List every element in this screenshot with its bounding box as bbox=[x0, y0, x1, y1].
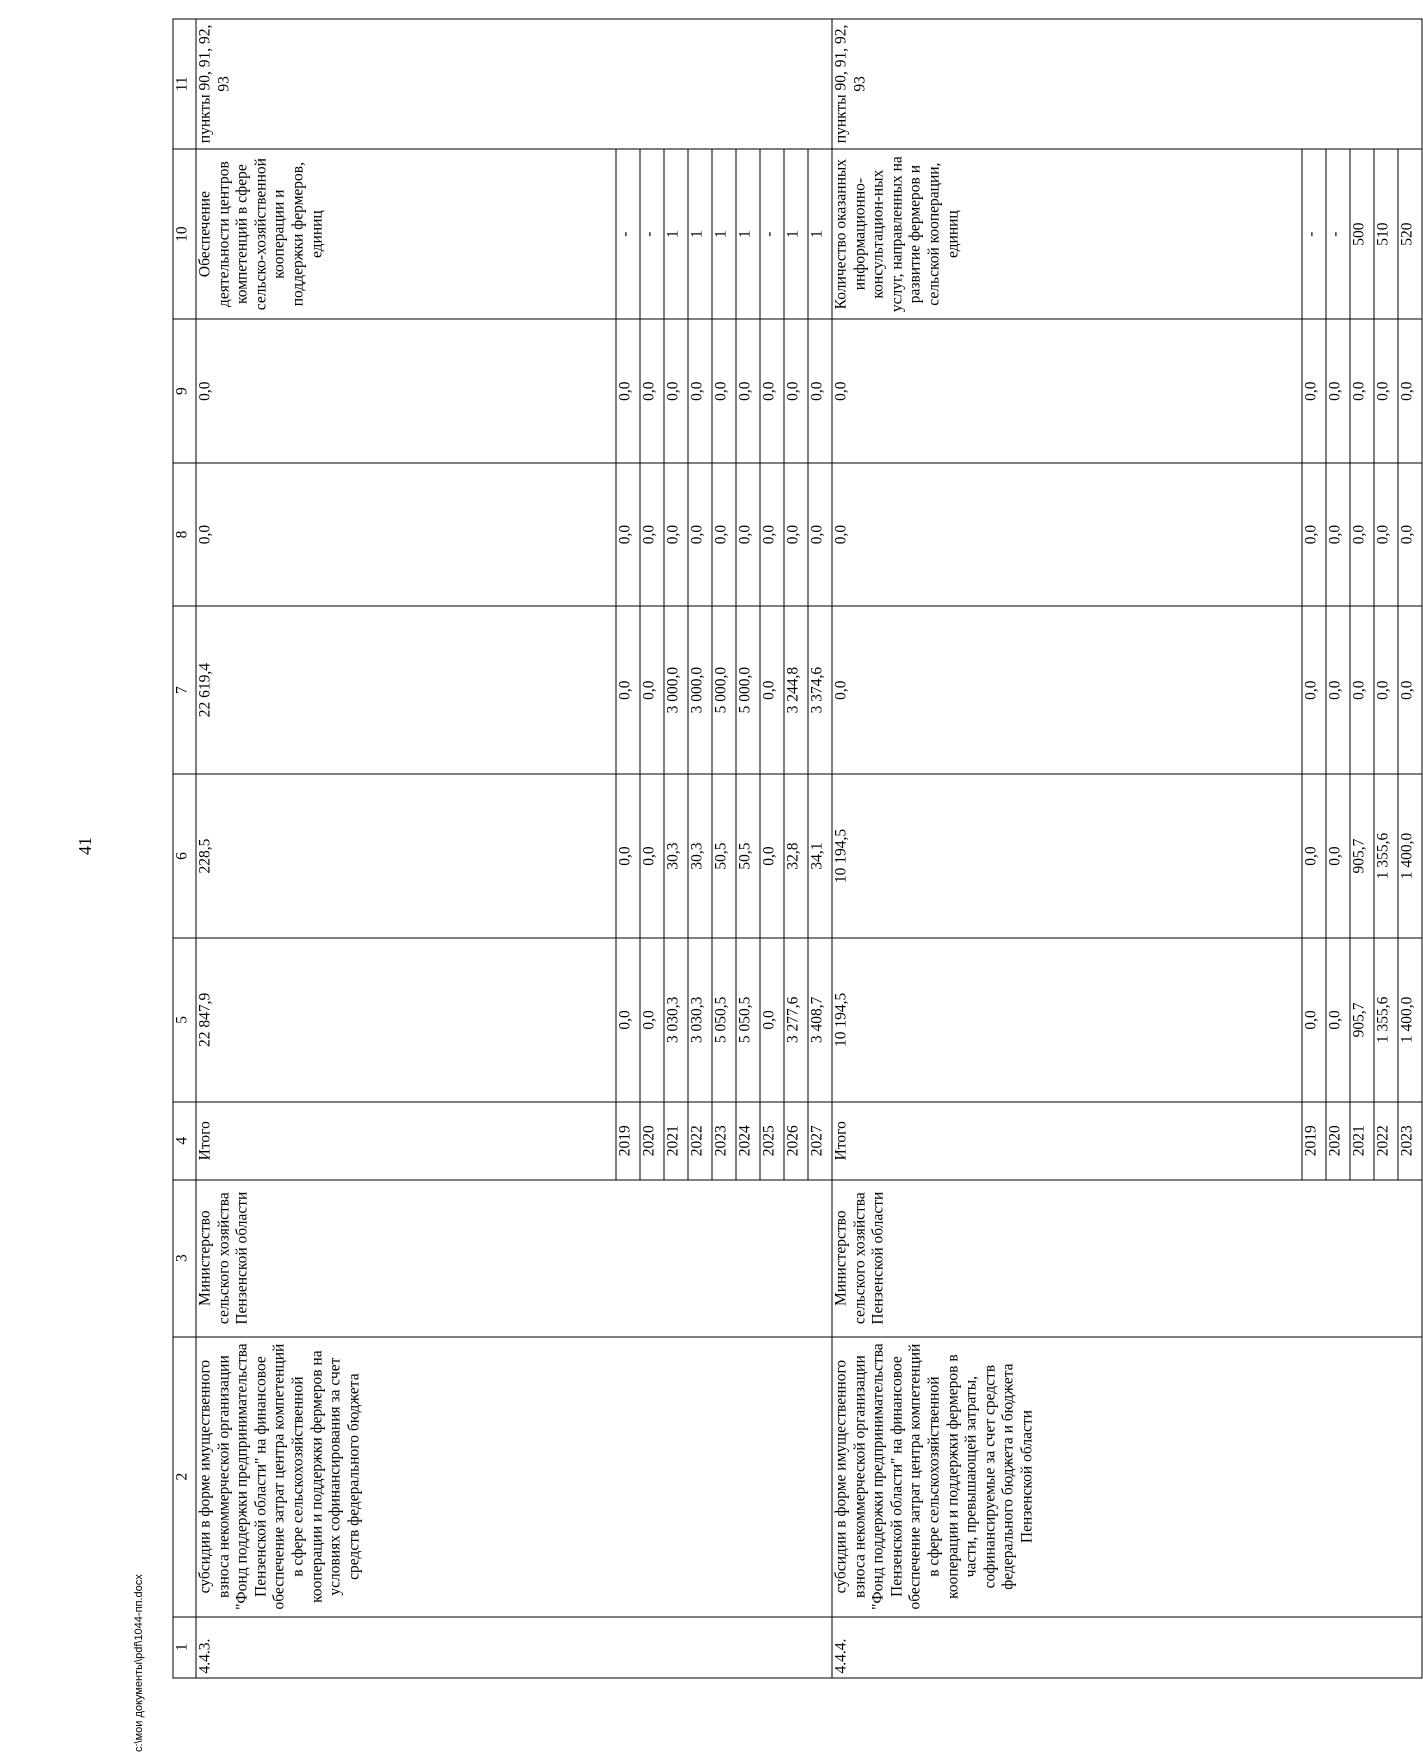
indicator-value-cell: 1 bbox=[688, 148, 712, 319]
value-cell: 0,0 bbox=[1302, 319, 1326, 462]
value-cell: 0,0 bbox=[808, 462, 832, 605]
value-cell: 0,0 bbox=[664, 462, 688, 605]
header-cell: 4 bbox=[173, 1101, 196, 1179]
value-cell: 0,0 bbox=[1326, 462, 1350, 605]
value-cell: 0,0 bbox=[1398, 606, 1422, 774]
value-cell: 0,0 bbox=[640, 606, 664, 774]
value-cell: 0,0 bbox=[760, 462, 784, 605]
value-cell: 0,0 bbox=[1398, 319, 1422, 462]
indicator-cell: Обеспечение деятельности центров компетенций в сфере сельско-хозяйственной кооперации и поддержки фермеров, единиц bbox=[196, 148, 616, 319]
value-cell: 30,3 bbox=[664, 774, 688, 938]
indicator-value-cell: 1 bbox=[712, 148, 736, 319]
value-cell: 0,0 bbox=[1302, 606, 1326, 774]
value-cell: 0,0 bbox=[616, 937, 640, 1101]
header-cell: 11 bbox=[173, 19, 196, 149]
value-cell: 5 050,5 bbox=[736, 937, 760, 1101]
value-cell: 0,0 bbox=[1398, 462, 1422, 605]
header-row bbox=[173, 19, 196, 1678]
total-value-cell: 10 194,5 bbox=[832, 937, 1302, 1101]
indicator-value-cell: 1 bbox=[664, 148, 688, 319]
value-cell: 1 355,6 bbox=[1374, 774, 1398, 938]
value-cell: 3 277,6 bbox=[784, 937, 808, 1101]
value-cell: 5 050,5 bbox=[712, 937, 736, 1101]
year-cell: 2023 bbox=[712, 1101, 736, 1179]
indicator-value-cell: - bbox=[616, 148, 640, 319]
indicator-value-cell: 1 bbox=[784, 148, 808, 319]
value-cell: 0,0 bbox=[616, 462, 640, 605]
header-cell: 5 bbox=[173, 937, 196, 1101]
year-cell: 2023 bbox=[1398, 1101, 1422, 1179]
program-table bbox=[173, 18, 1423, 1678]
value-cell: 0,0 bbox=[1350, 606, 1374, 774]
indicator-value-cell: - bbox=[760, 148, 784, 319]
header-cell: 1 bbox=[173, 1616, 196, 1677]
value-cell: 0,0 bbox=[1326, 774, 1350, 938]
reference-cell: пункты 90, 91, 92, 93 bbox=[832, 19, 1422, 149]
item-number-cell: 4.4.4. bbox=[832, 1616, 1422, 1677]
value-cell: 0,0 bbox=[616, 774, 640, 938]
table-row bbox=[196, 19, 616, 1678]
value-cell: 3 030,3 bbox=[688, 937, 712, 1101]
header-cell: 7 bbox=[173, 606, 196, 774]
value-cell: 0,0 bbox=[688, 319, 712, 462]
value-cell: 0,0 bbox=[1302, 937, 1326, 1101]
value-cell: 0,0 bbox=[760, 606, 784, 774]
value-cell: 50,5 bbox=[712, 774, 736, 938]
header-cell: 8 bbox=[173, 462, 196, 605]
value-cell: 1 400,0 bbox=[1398, 774, 1422, 938]
header-cell: 3 bbox=[173, 1179, 196, 1336]
header-cell: 10 bbox=[173, 148, 196, 319]
value-cell: 0,0 bbox=[688, 462, 712, 605]
value-cell: 3 408,7 bbox=[808, 937, 832, 1101]
value-cell: 30,3 bbox=[688, 774, 712, 938]
value-cell: 0,0 bbox=[1302, 774, 1326, 938]
indicator-value-cell: 1 bbox=[736, 148, 760, 319]
value-cell: 0,0 bbox=[760, 937, 784, 1101]
total-label-cell: Итого bbox=[196, 1101, 616, 1179]
total-value-cell: 22 847,9 bbox=[196, 937, 616, 1101]
total-value-cell: 0,0 bbox=[832, 606, 1302, 774]
value-cell: 1 400,0 bbox=[1398, 937, 1422, 1101]
value-cell: 0,0 bbox=[1326, 319, 1350, 462]
value-cell: 905,7 bbox=[1350, 937, 1374, 1101]
value-cell: 3 000,0 bbox=[688, 606, 712, 774]
year-cell: 2022 bbox=[688, 1101, 712, 1179]
value-cell: 0,0 bbox=[760, 319, 784, 462]
value-cell: 0,0 bbox=[712, 319, 736, 462]
reference-cell: пункты 90, 91, 92, 93 bbox=[196, 19, 832, 149]
rotated-sheet bbox=[173, 18, 1416, 1678]
value-cell: 0,0 bbox=[736, 462, 760, 605]
total-value-cell: 0,0 bbox=[832, 462, 1302, 605]
value-cell: 0,0 bbox=[1302, 462, 1326, 605]
value-cell: 0,0 bbox=[1374, 606, 1398, 774]
executor-cell: Министерство сельского хозяйства Пензенской области bbox=[196, 1179, 832, 1336]
value-cell: 50,5 bbox=[736, 774, 760, 938]
item-number-cell: 4.4.3. bbox=[196, 1616, 832, 1677]
value-cell: 0,0 bbox=[808, 319, 832, 462]
value-cell: 32,8 bbox=[784, 774, 808, 938]
value-cell: 3 030,3 bbox=[664, 937, 688, 1101]
indicator-value-cell: - bbox=[1326, 148, 1350, 319]
year-cell: 2020 bbox=[1326, 1101, 1350, 1179]
value-cell: 0,0 bbox=[1326, 606, 1350, 774]
value-cell: 3 000,0 bbox=[664, 606, 688, 774]
indicator-value-cell: 1 bbox=[808, 148, 832, 319]
year-cell: 2026 bbox=[784, 1101, 808, 1179]
year-cell: 2022 bbox=[1374, 1101, 1398, 1179]
value-cell: 5 000,0 bbox=[712, 606, 736, 774]
year-cell: 2027 bbox=[808, 1101, 832, 1179]
year-cell: 2019 bbox=[1302, 1101, 1326, 1179]
value-cell: 0,0 bbox=[616, 319, 640, 462]
total-value-cell: 0,0 bbox=[196, 462, 616, 605]
total-value-cell: 0,0 bbox=[832, 319, 1302, 462]
value-cell: 1 355,6 bbox=[1374, 937, 1398, 1101]
executor-cell: Министерство сельского хозяйства Пензенской области bbox=[832, 1179, 1422, 1336]
value-cell: 0,0 bbox=[784, 462, 808, 605]
value-cell: 0,0 bbox=[712, 462, 736, 605]
total-value-cell: 0,0 bbox=[196, 319, 616, 462]
total-value-cell: 228,5 bbox=[196, 774, 616, 938]
year-cell: 2021 bbox=[664, 1101, 688, 1179]
indicator-cell: Количество оказанных информационно-консультацион-ных услуг, направленных на развитие фермеров и сельской кооперации, единиц bbox=[832, 148, 1302, 319]
year-cell: 2021 bbox=[1350, 1101, 1374, 1179]
value-cell: 0,0 bbox=[736, 319, 760, 462]
value-cell: 0,0 bbox=[1374, 462, 1398, 605]
year-cell: 2025 bbox=[760, 1101, 784, 1179]
indicator-value-cell: - bbox=[640, 148, 664, 319]
value-cell: 0,0 bbox=[1326, 937, 1350, 1101]
indicator-value-cell: 510 bbox=[1374, 148, 1398, 319]
value-cell: 34,1 bbox=[808, 774, 832, 938]
header-cell: 2 bbox=[173, 1336, 196, 1616]
total-value-cell: 10 194,5 bbox=[832, 774, 1302, 938]
footer-file-path: c:\мои документы\pdf\1044-пп.docx bbox=[133, 1574, 145, 1752]
value-cell: 5 000,0 bbox=[736, 606, 760, 774]
value-cell: 905,7 bbox=[1350, 774, 1374, 938]
indicator-value-cell: 520 bbox=[1398, 148, 1422, 319]
value-cell: 0,0 bbox=[640, 319, 664, 462]
table-row bbox=[832, 19, 1302, 1678]
total-value-cell: 22 619,4 bbox=[196, 606, 616, 774]
value-cell: 3 374,6 bbox=[808, 606, 832, 774]
value-cell: 3 244,8 bbox=[784, 606, 808, 774]
value-cell: 0,0 bbox=[1374, 319, 1398, 462]
value-cell: 0,0 bbox=[640, 462, 664, 605]
value-cell: 0,0 bbox=[616, 606, 640, 774]
indicator-value-cell: - bbox=[1302, 148, 1326, 319]
header-cell: 9 bbox=[173, 319, 196, 462]
value-cell: 0,0 bbox=[760, 774, 784, 938]
year-cell: 2024 bbox=[736, 1101, 760, 1179]
year-cell: 2020 bbox=[640, 1101, 664, 1179]
item-name-cell: субсидии в форме имущественного взноса некоммерческой организации "Фонд поддержки предпринимательства Пензенской области" на финансовое обеспечение затрат центра компетенций в сфере сельскохозяйственной кооперации и поддержки фермеров в части, превышающей затраты, софинансируемые за счет средств федерального бюджета и бюджета Пензенской области bbox=[832, 1336, 1422, 1616]
indicator-value-cell: 500 bbox=[1350, 148, 1374, 319]
value-cell: 0,0 bbox=[1350, 319, 1374, 462]
header-cell: 6 bbox=[173, 774, 196, 938]
value-cell: 0,0 bbox=[640, 774, 664, 938]
year-cell: 2019 bbox=[616, 1101, 640, 1179]
item-name-cell: субсидии в форме имущественного взноса некоммерческой организации "Фонд поддержки предпринимательства Пензенской области" на финансовое обеспечение затрат центра компетенций в сфере сельскохозяйственной кооперации и поддержки фермеров на условиях софинансирования за счет средств федерального бюджета bbox=[196, 1336, 832, 1616]
total-label-cell: Итого bbox=[832, 1101, 1302, 1179]
value-cell: 0,0 bbox=[664, 319, 688, 462]
page-number: 41 bbox=[75, 837, 95, 855]
value-cell: 0,0 bbox=[784, 319, 808, 462]
value-cell: 0,0 bbox=[1350, 462, 1374, 605]
value-cell: 0,0 bbox=[640, 937, 664, 1101]
